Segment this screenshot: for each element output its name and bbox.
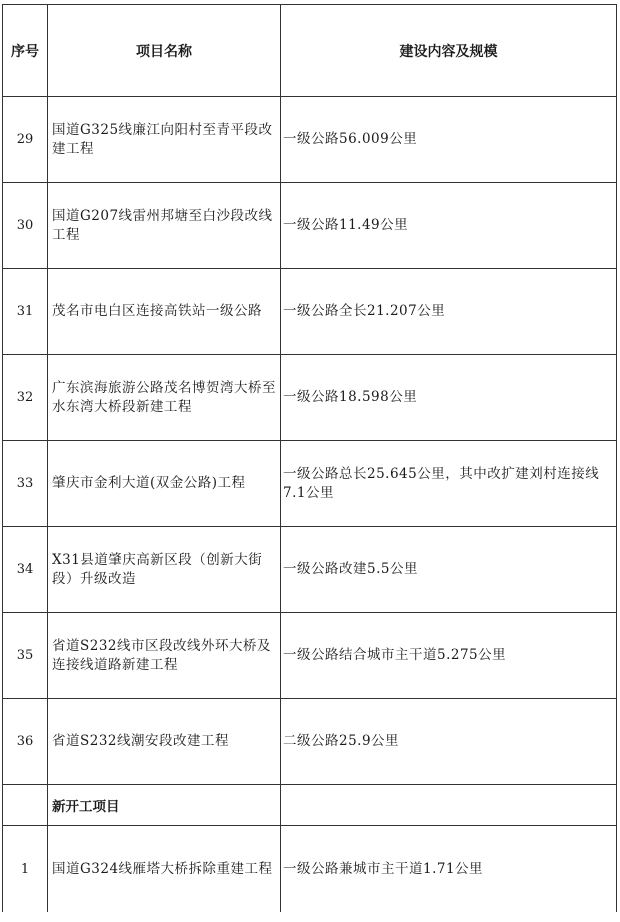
row-name: 肇庆市金利大道(双金公路)工程: [48, 441, 281, 527]
table-row: [3, 441, 617, 527]
row-scale: 一级公路总长25.645公里，其中改扩建刘村连接线7.1公里: [281, 441, 617, 527]
section-label: 新开工项目: [48, 785, 281, 826]
row-name: X31县道肇庆高新区段（创新大街段）升级改造: [48, 527, 281, 613]
header-scale: 建设内容及规模: [281, 5, 617, 97]
row-scale: 一级公路改建5.5公里: [281, 527, 617, 613]
row-name: 国道G325线廉江向阳村至青平段改建工程: [48, 97, 281, 183]
row-seq: 32: [3, 355, 48, 441]
table-row: [3, 699, 617, 785]
row-scale: 一级公路全长21.207公里: [281, 269, 617, 355]
header-seq: 序号: [3, 5, 48, 97]
row-name: 茂名市电白区连接高铁站一级公路: [48, 269, 281, 355]
row-scale: 一级公路11.49公里: [281, 183, 617, 269]
row-name: 省道S232线市区段改线外环大桥及连接线道路新建工程: [48, 613, 281, 699]
row-seq: 33: [3, 441, 48, 527]
header-name: 项目名称: [48, 5, 281, 97]
section-seq-empty: [3, 785, 48, 826]
row-name: 广东滨海旅游公路茂名博贺湾大桥至水东湾大桥段新建工程: [48, 355, 281, 441]
table-row: [3, 826, 617, 913]
row-seq: 31: [3, 269, 48, 355]
row-seq: 35: [3, 613, 48, 699]
table-row: [3, 527, 617, 613]
section-scale-empty: [281, 785, 617, 826]
row-scale: 一级公路结合城市主干道5.275公里: [281, 613, 617, 699]
project-table: [2, 4, 617, 912]
row-scale: 二级公路25.9公里: [281, 699, 617, 785]
row-name: 省道S232线潮安段改建工程: [48, 699, 281, 785]
row-scale: 一级公路18.598公里: [281, 355, 617, 441]
table-row: [3, 355, 617, 441]
table-row: [3, 183, 617, 269]
table-row: [3, 97, 617, 183]
table-row: [3, 269, 617, 355]
row-scale: 一级公路兼城市主干道1.71公里: [281, 826, 617, 913]
row-seq: 29: [3, 97, 48, 183]
table-row: [3, 613, 617, 699]
row-name: 国道G324线雁塔大桥拆除重建工程: [48, 826, 281, 913]
row-name: 国道G207线雷州邦塘至白沙段改线工程: [48, 183, 281, 269]
table-header-row: [3, 5, 617, 97]
row-seq: 1: [3, 826, 48, 913]
row-scale: 一级公路56.009公里: [281, 97, 617, 183]
section-row: [3, 785, 617, 826]
row-seq: 30: [3, 183, 48, 269]
row-seq: 34: [3, 527, 48, 613]
row-seq: 36: [3, 699, 48, 785]
